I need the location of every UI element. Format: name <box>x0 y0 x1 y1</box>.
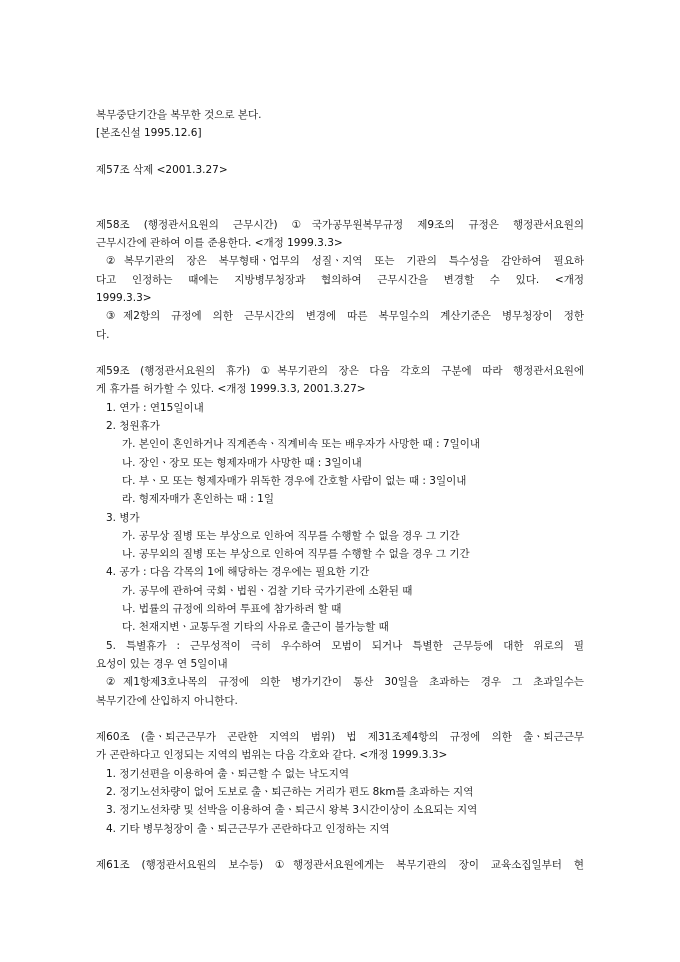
article-59 <box>96 362 584 710</box>
spacer <box>96 179 584 197</box>
text-line: 복무중단기간을 복무한 것으로 본다. <box>96 109 262 121</box>
list-item: 1. 연가 : 연15일이내 <box>106 401 204 414</box>
amendment-note: [본조신설 1995.12.6] <box>96 127 202 140</box>
text-line: 다고 인정하는 때에는 지방병무청장과 협의하여 근무시간을 변경할 수 있다. <개정 <box>96 273 584 286</box>
text-line: 1999.3.3> <box>96 291 152 304</box>
spacer <box>96 838 584 856</box>
intro-paragraph <box>96 106 584 143</box>
text-line: 요성이 있는 경우 연 5일이내 <box>96 657 228 670</box>
text-line: 다. <box>96 328 110 341</box>
list-item: 3. 병가 <box>106 511 140 524</box>
document-body <box>96 106 584 874</box>
sub-list-item: 가. 공무상 질병 또는 부상으로 인하여 직무를 수행할 수 없을 경우 그 기간 <box>122 529 460 542</box>
article-60 <box>96 728 584 838</box>
sub-list-item: 나. 공무외의 질병 또는 부상으로 인하여 직무를 수행할 수 없을 경우 그 기간 <box>122 548 470 561</box>
text-line: 게 휴가를 허가할 수 있다. <개정 1999.3.3, 2001.3.27> <box>96 383 366 396</box>
list-item: 4. 기타 병무청장이 출ㆍ퇴근근무가 곤란하다고 인정하는 지역 <box>106 822 390 835</box>
sub-list-item: 가. 본인이 혼인하거나 직계존속ㆍ직계비속 또는 배우자가 사망한 때 : 7일이내 <box>122 438 481 451</box>
text-line: 가 곤란하다고 인정되는 지역의 범위는 다음 각호와 같다. <개정 1999.3.3> <box>96 749 448 762</box>
list-item: 2. 청원휴가 <box>106 420 160 433</box>
list-item: 3. 정기노선차량 및 선박을 이용하여 출ㆍ퇴근시 왕복 3시간이상이 소요되는 지역 <box>106 804 478 817</box>
spacer <box>96 344 584 362</box>
spacer <box>96 143 584 161</box>
list-item: 4. 공가 : 다음 각목의 1에 해당하는 경우에는 필요한 기간 <box>106 566 370 579</box>
sub-list-item: 다. 부ㆍ모 또는 형제자매가 위독한 경우에 간호할 사람이 없는 때 : 3일이내 <box>122 474 467 487</box>
text-line: ③제2항의 규정에 의한 근무시간의 변경에 따른 복무일수의 계산기준은 병무청장이 정한 <box>106 310 584 323</box>
text-line: ②복무기관의 장은 복무형태ㆍ업무의 성질ㆍ지역 또는 기관의 특수성을 감안하여 필요하 <box>106 255 584 268</box>
text-line: 근무시간에 관하여 이를 준용한다. <개정 1999.3.3> <box>96 237 343 250</box>
article-57: 제57조 삭제 <2001.3.27> <box>96 163 228 176</box>
text-line: 제61조 (행정관서요원의 보수등) ①행정관서요원에게는 복무기관의 장이 교육소집일부터 현 <box>96 859 584 872</box>
list-item: 5. 특별휴가 : 근무성적이 극히 우수하여 모범이 되거나 특별한 근무등에 대한 위로의 필 <box>106 639 584 652</box>
sub-list-item: 나. 법률의 규정에 의하여 투표에 참가하려 할 때 <box>122 603 342 616</box>
text-line: 제60조 (출ㆍ퇴근근무가 곤란한 지역의 범위) 법 제31조제4항의 규정에 의한 출ㆍ퇴근근무 <box>96 731 584 744</box>
text-line: 복무기간에 산입하지 아니한다. <box>96 694 238 707</box>
spacer <box>96 197 584 215</box>
text-line: ②제1항제3호나목의 규정에 의한 병가기간이 통산 30일을 초과하는 경우 그 초과일수는 <box>106 676 584 689</box>
sub-list-item: 가. 공무에 관하여 국회ㆍ법원ㆍ검찰 기타 국가기관에 소환된 때 <box>122 584 413 597</box>
list-item: 2. 정기노선차량이 없어 도보로 출ㆍ퇴근하는 거리가 편도 8km를 초과하는 지역 <box>106 785 474 798</box>
spacer <box>96 710 584 728</box>
text-line: 제59조 (행정관서요원의 휴가) ①복무기관의 장은 다음 각호의 구분에 따라 행정관서요원에 <box>96 365 584 378</box>
sub-list-item: 라. 형제자매가 혼인하는 때 : 1일 <box>122 493 274 506</box>
text-line: 제58조 (행정관서요원의 근무시간) ①국가공무원복무규정 제9조의 규정은 행정관서요원의 <box>96 218 584 231</box>
sub-list-item: 나. 장인ㆍ장모 또는 형제자매가 사망한 때 : 3일이내 <box>122 456 362 469</box>
article-61 <box>96 856 584 874</box>
list-item: 1. 정기선편을 이용하여 출ㆍ퇴근할 수 없는 낙도지역 <box>106 767 350 780</box>
article-58 <box>96 216 584 344</box>
sub-list-item: 다. 천재지변ㆍ교통두절 기타의 사유로 출근이 불가능할 때 <box>122 621 389 634</box>
